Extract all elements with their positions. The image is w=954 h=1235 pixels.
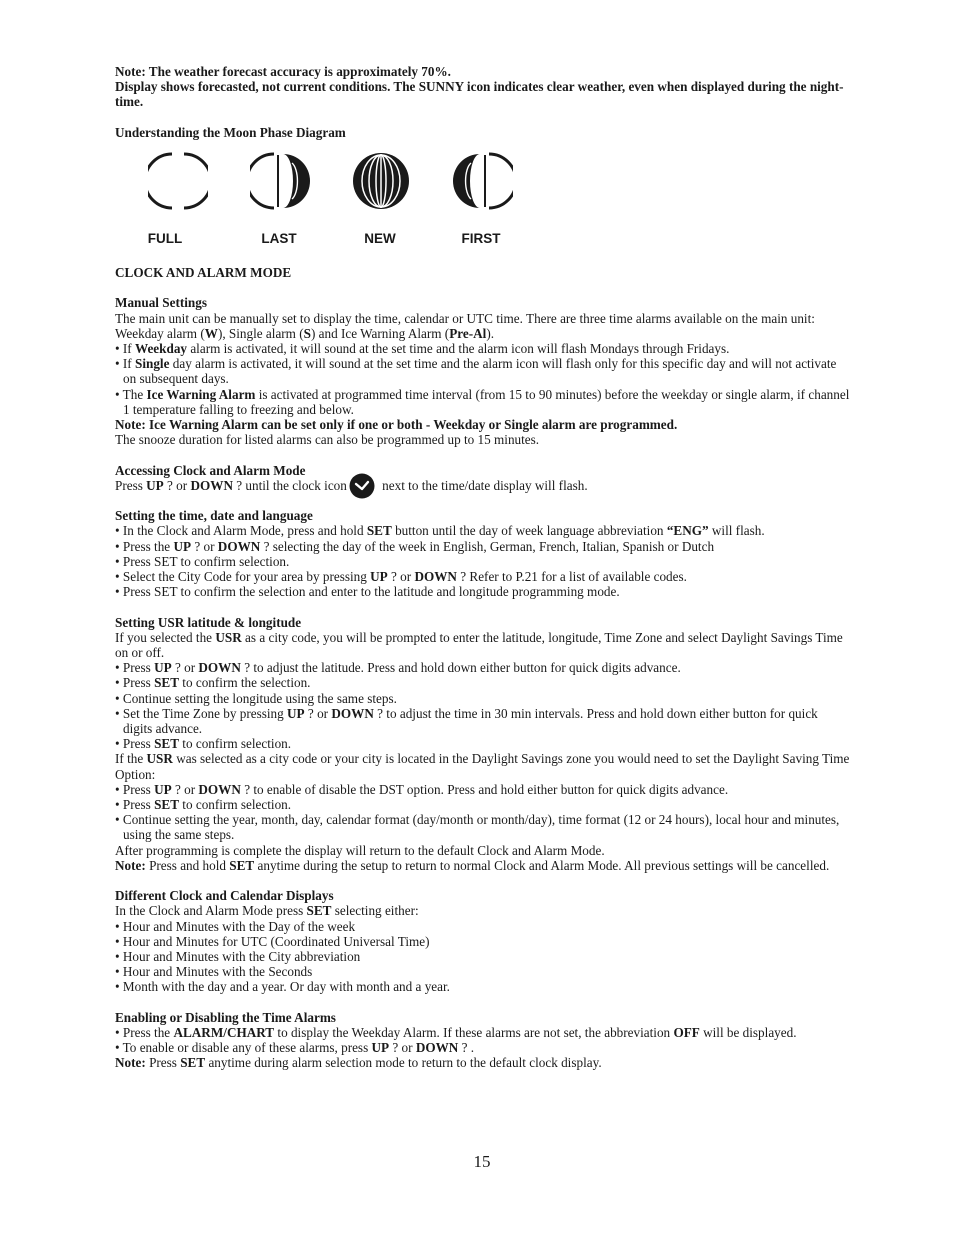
list-item: • Press SET to confirm selection. xyxy=(115,797,292,813)
list-item: • Press UP ? or DOWN ? to enable of disable the DST option. Press and hold either button for quick digits advance. xyxy=(115,781,729,797)
list-item: • Press SET to confirm the selection and enter to the latitude and longitude programming mode. xyxy=(115,584,620,600)
moon-label-last: LAST xyxy=(261,231,297,246)
displays-heading: Different Clock and Calendar Displays xyxy=(115,888,334,904)
list-item: • Press SET to confirm selection. xyxy=(115,553,290,569)
list-item: • Select the City Code for your area by pressing UP ? or DOWN ? Refer to P.21 for a list of available codes. xyxy=(115,569,687,585)
accessing-text: Press UP ? or DOWN ? until the clock icon next to the time/date display will flash. xyxy=(115,478,850,493)
list-item: • To enable or disable any of these alarms, press UP ? or DOWN ? . xyxy=(115,1040,475,1056)
list-item: • Press the UP ? or DOWN ? selecting the day of the week in English, German, French, Italian, Spanish or Dutch xyxy=(115,538,715,554)
manual-settings-intro: The main unit can be manually set to display the time, calendar or UTC time. There are three time alarms available on the main unit: Weekday alarm (W), Single alarm (S) and Ice Warning Alarm (Pre-Al). xyxy=(115,310,815,341)
alarm-note: Note: Press SET anytime during alarm selection mode to return to the default clock display. xyxy=(115,1055,602,1071)
full-moon-icon xyxy=(148,151,208,211)
setup-note: Note: Press and hold SET anytime during the setup to return to normal Clock and Alarm Mode. All previous settings will be cancelled. xyxy=(115,857,830,873)
list-item: • Hour and Minutes with the City abbreviation xyxy=(115,949,361,965)
alarms-heading: Enabling or Disabling the Time Alarms xyxy=(115,1009,336,1025)
section-title: CLOCK AND ALARM MODE xyxy=(115,265,292,280)
moon-label-first: FIRST xyxy=(461,231,501,246)
list-item: • Continue setting the year, month, day, calendar format (day/month or month/day), time format (12 or 24 hours), local hour and minutes, using the same steps. xyxy=(115,812,840,843)
first-quarter-icon xyxy=(453,151,513,211)
displays-intro: In the Clock and Alarm Mode press SET selecting either: xyxy=(115,903,419,919)
ice-warning-note: Note: Ice Warning Alarm can be set only if one or both - Weekday or Single alarm are programmed. xyxy=(115,417,678,433)
list-item: • The Ice Warning Alarm is activated at programmed time interval (from 15 to 90 minutes) before the weekday or single alarm, if channel 1 temperature falling to freezing and below. xyxy=(115,386,850,417)
list-item: • Hour and Minutes with the Day of the week xyxy=(115,918,356,934)
list-item: • Set the Time Zone by pressing UP ? or DOWN ? to adjust the time in 30 min intervals. Press and hold down either button for quick digits advance. xyxy=(115,705,818,737)
moon-phase-heading: Understanding the Moon Phase Diagram xyxy=(115,124,346,140)
moon-label-new: NEW xyxy=(364,231,396,246)
list-item: • If Weekday alarm is activated, it will sound at the set time and the alarm icon will flash Mondays through Fridays. xyxy=(115,341,730,356)
list-item: • In the Clock and Alarm Mode, press and hold SET button until the day of week language abbreviation “ENG” will flash. xyxy=(115,523,765,539)
accessing-heading: Accessing Clock and Alarm Mode xyxy=(115,462,306,478)
moon-label-full: FULL xyxy=(147,231,183,246)
moon-phase-diagram xyxy=(115,140,850,265)
snooze-text: The snooze duration for listed alarms can also be programmed up to 15 minutes. xyxy=(115,432,540,448)
page-number: 15 xyxy=(473,1152,491,1171)
note-display-forecast: Display shows forecasted, not current conditions. The SUNNY icon indicates clear weather, even when displayed during the night-time. xyxy=(115,79,844,110)
list-item: • Continue setting the longitude using the same steps. xyxy=(115,690,397,706)
list-item: • Press SET to confirm the selection. xyxy=(115,675,311,691)
note-accuracy: Note: The weather forecast accuracy is approximately 70%. xyxy=(115,64,451,79)
list-item: • Hour and Minutes with the Seconds xyxy=(115,964,313,980)
document-page xyxy=(115,64,850,1071)
after-programming-text: After programming is complete the display will return to the default Clock and Alarm Mode. xyxy=(115,842,605,858)
list-item: • Press SET to confirm selection. xyxy=(115,736,292,752)
dst-intro: If the USR was selected as a city code or your city is located in the Daylight Savings zone you would need to set the Daylight Saving Time Option: xyxy=(115,751,850,782)
list-item: • Month with the day and a year. Or day with month and a year. xyxy=(115,979,450,995)
setting-time-heading: Setting the time, date and language xyxy=(115,508,313,524)
last-quarter-icon xyxy=(250,151,310,211)
clock-icon xyxy=(349,473,375,499)
usr-heading: Setting USR latitude & longitude xyxy=(115,614,302,630)
usr-intro: If you selected the USR as a city code, you will be prompted to enter the latitude, longitude, Time Zone and select Daylight Savings Time on or off. xyxy=(115,629,843,661)
list-item: • Hour and Minutes for UTC (Coordinated Universal Time) xyxy=(115,933,430,949)
list-item: • Press the ALARM/CHART to display the Weekday Alarm. If these alarms are not set, the abbreviation OFF will be displayed. xyxy=(115,1025,797,1041)
manual-settings-heading: Manual Settings xyxy=(115,295,207,311)
list-item: • Press UP ? or DOWN ? to adjust the latitude. Press and hold down either button for quick digits advance. xyxy=(115,660,681,676)
new-moon-icon xyxy=(351,151,411,211)
list-item: • If Single day alarm is activated, it will sound at the set time and the alarm icon will flash only for this specific day and will not activate on subsequent days. xyxy=(115,356,837,387)
